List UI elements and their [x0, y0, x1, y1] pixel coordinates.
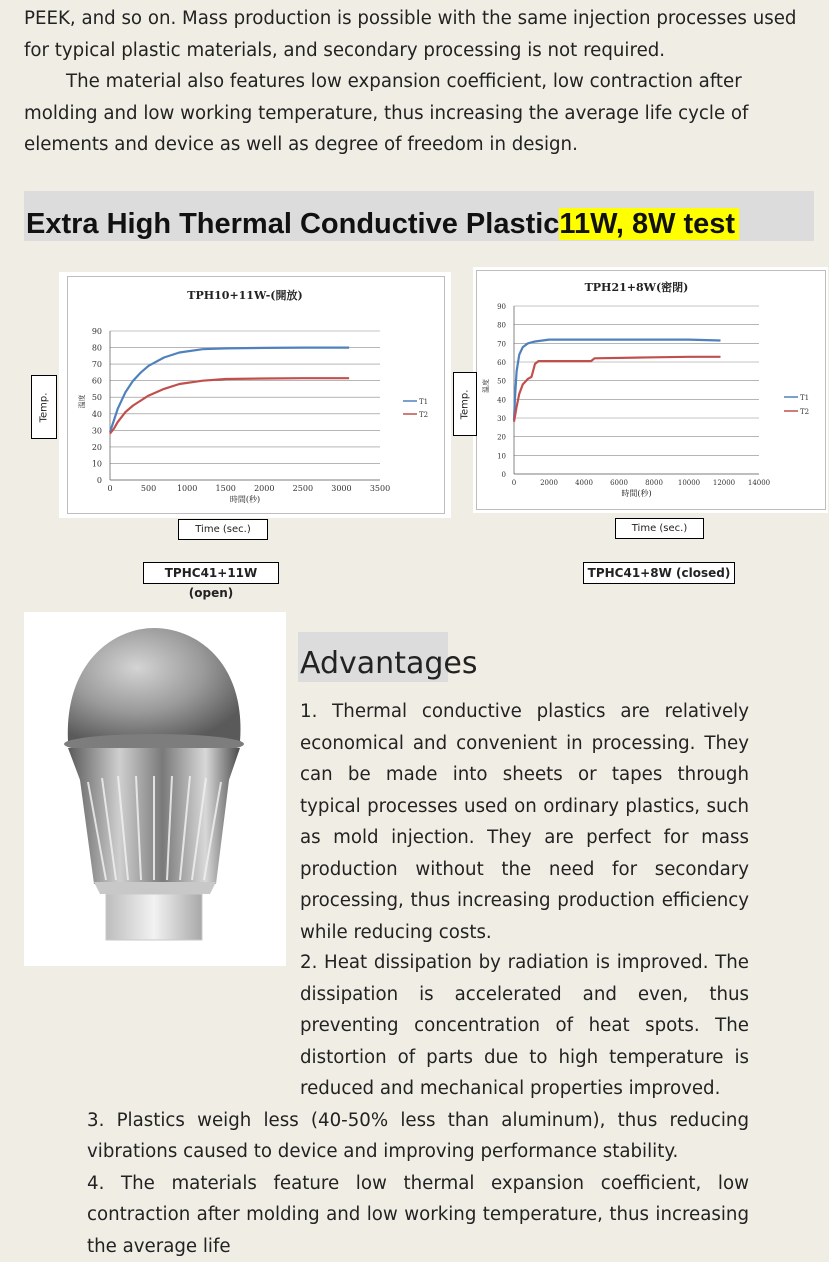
chart-left [68, 277, 444, 513]
x-tick-label: 1000 [177, 484, 197, 493]
series-line-t2 [110, 378, 349, 433]
y-tick-label: 90 [497, 303, 506, 311]
legend-label: T2 [419, 411, 428, 419]
x-axis-label: 時間(秒) [621, 488, 651, 498]
series-line-t1 [110, 348, 349, 432]
x-tick-label: 1500 [216, 484, 236, 493]
chart-left-box [67, 276, 445, 514]
y-tick-label: 30 [497, 415, 506, 423]
temp-label-left-text: Temp. [39, 392, 50, 422]
x-tick-label: 3500 [370, 484, 390, 493]
y-tick-label: 10 [497, 452, 506, 460]
x-tick-label: 0 [512, 479, 516, 487]
intro-paragraph-1: PEEK, and so on. Mass production is possible with the same injection processes used for typical plastic materials, and secondary processing is not required. [24, 3, 814, 66]
intro-paragraph-2: The material also features low expansion coefficient, low contraction after molding and low working temperature, thus increasing the average life cycle of elements and device as well as degree of freedom in design. [24, 66, 814, 161]
advantages-title: Advantages [300, 644, 477, 684]
y-tick-label: 70 [92, 360, 102, 369]
x-tick-label: 2000 [540, 479, 558, 487]
chart-right-frame [473, 267, 828, 513]
y-tick-label: 90 [92, 327, 102, 336]
advantages-list-continued [87, 947, 749, 1262]
y-tick-label: 50 [92, 393, 102, 402]
legend-label: T1 [800, 394, 809, 402]
time-label-left: Time (sec.) [178, 519, 268, 540]
x-tick-label: 2000 [254, 484, 274, 493]
y-tick-label: 40 [497, 396, 506, 404]
time-label-right: Time (sec.) [615, 518, 704, 539]
series-line-t2 [514, 357, 721, 422]
temp-label-right [453, 372, 477, 436]
temp-label-left [31, 375, 57, 439]
x-tick-label: 8000 [645, 479, 663, 487]
series-line-t1 [514, 340, 721, 420]
y-tick-label: 40 [92, 410, 102, 419]
chart-right-box [476, 270, 826, 510]
section-title-main: Extra High Thermal Conductive Plastic [26, 208, 559, 240]
chart-title: TPH21+8W(密閉) [585, 280, 689, 294]
caption-right: TPHC41+8W (closed) [583, 562, 735, 584]
caption-left: TPHC41+11W (open) [143, 562, 279, 584]
y-tick-label: 30 [92, 426, 102, 435]
legend-label: T2 [800, 408, 809, 416]
y-tick-label: 80 [497, 322, 506, 330]
y-tick-label: 20 [497, 434, 506, 442]
y-axis-label: 溫度 [77, 395, 86, 409]
x-tick-label: 500 [141, 484, 156, 493]
advantage-1-text: 1. Thermal conductive plastics are relatively economical and convenient in processing. They can be made into sheets or tapes through typical processes used on ordinary plastics, such as mold injection. They are perfect for mass production without the need for secondary processing, thus increasing production efficiency while reducing costs. [300, 696, 749, 948]
y-tick-label: 50 [497, 378, 506, 386]
x-tick-label: 6000 [610, 479, 628, 487]
advantage-4-text: 4. The materials feature low thermal expansion coefficient, low contraction after molding and low working temperature, thus increasing the average life [87, 1168, 749, 1262]
advantage-2-text: 2. Heat dissipation by radiation is improved. The dissipation is accelerated and even, thus preventing concentration of heat spots. The distortion of parts due to high temperature is reduced and mechanical properties improved. [87, 947, 749, 1105]
section-title [26, 204, 739, 244]
chart-left-frame [59, 272, 451, 518]
x-tick-label: 3000 [331, 484, 351, 493]
advantage-3-text: 3. Plastics weigh less (40-50% less than aluminum), thus reducing vibrations caused to device and improving performance stability. [87, 1105, 749, 1168]
y-tick-label: 70 [497, 340, 506, 348]
y-tick-label: 60 [92, 377, 102, 386]
x-axis-label: 時間(秒) [230, 494, 260, 504]
advantages-item-1 [300, 696, 749, 948]
y-tick-label: 80 [92, 344, 102, 353]
y-axis-label: 溫度 [481, 379, 490, 393]
legend-label: T1 [419, 398, 428, 406]
y-tick-label: 10 [92, 459, 102, 468]
x-tick-label: 2500 [293, 484, 313, 493]
temp-label-right-text: Temp. [460, 389, 471, 419]
x-tick-label: 4000 [575, 479, 593, 487]
y-tick-label: 0 [97, 476, 102, 485]
chart-right [477, 271, 825, 509]
intro-text [24, 3, 814, 161]
x-tick-label: 10000 [678, 479, 700, 487]
led-bulb-illustration [24, 612, 286, 966]
y-tick-label: 20 [92, 443, 102, 452]
x-tick-label: 0 [107, 484, 112, 493]
y-tick-label: 60 [497, 359, 506, 367]
led-bulb-image [24, 612, 286, 966]
chart-title: TPH10+11W-(開放) [187, 288, 302, 302]
section-title-highlight: 11W, 8W test [559, 208, 739, 240]
x-tick-label: 12000 [713, 479, 735, 487]
x-tick-label: 14000 [748, 479, 770, 487]
y-tick-label: 0 [502, 471, 506, 479]
